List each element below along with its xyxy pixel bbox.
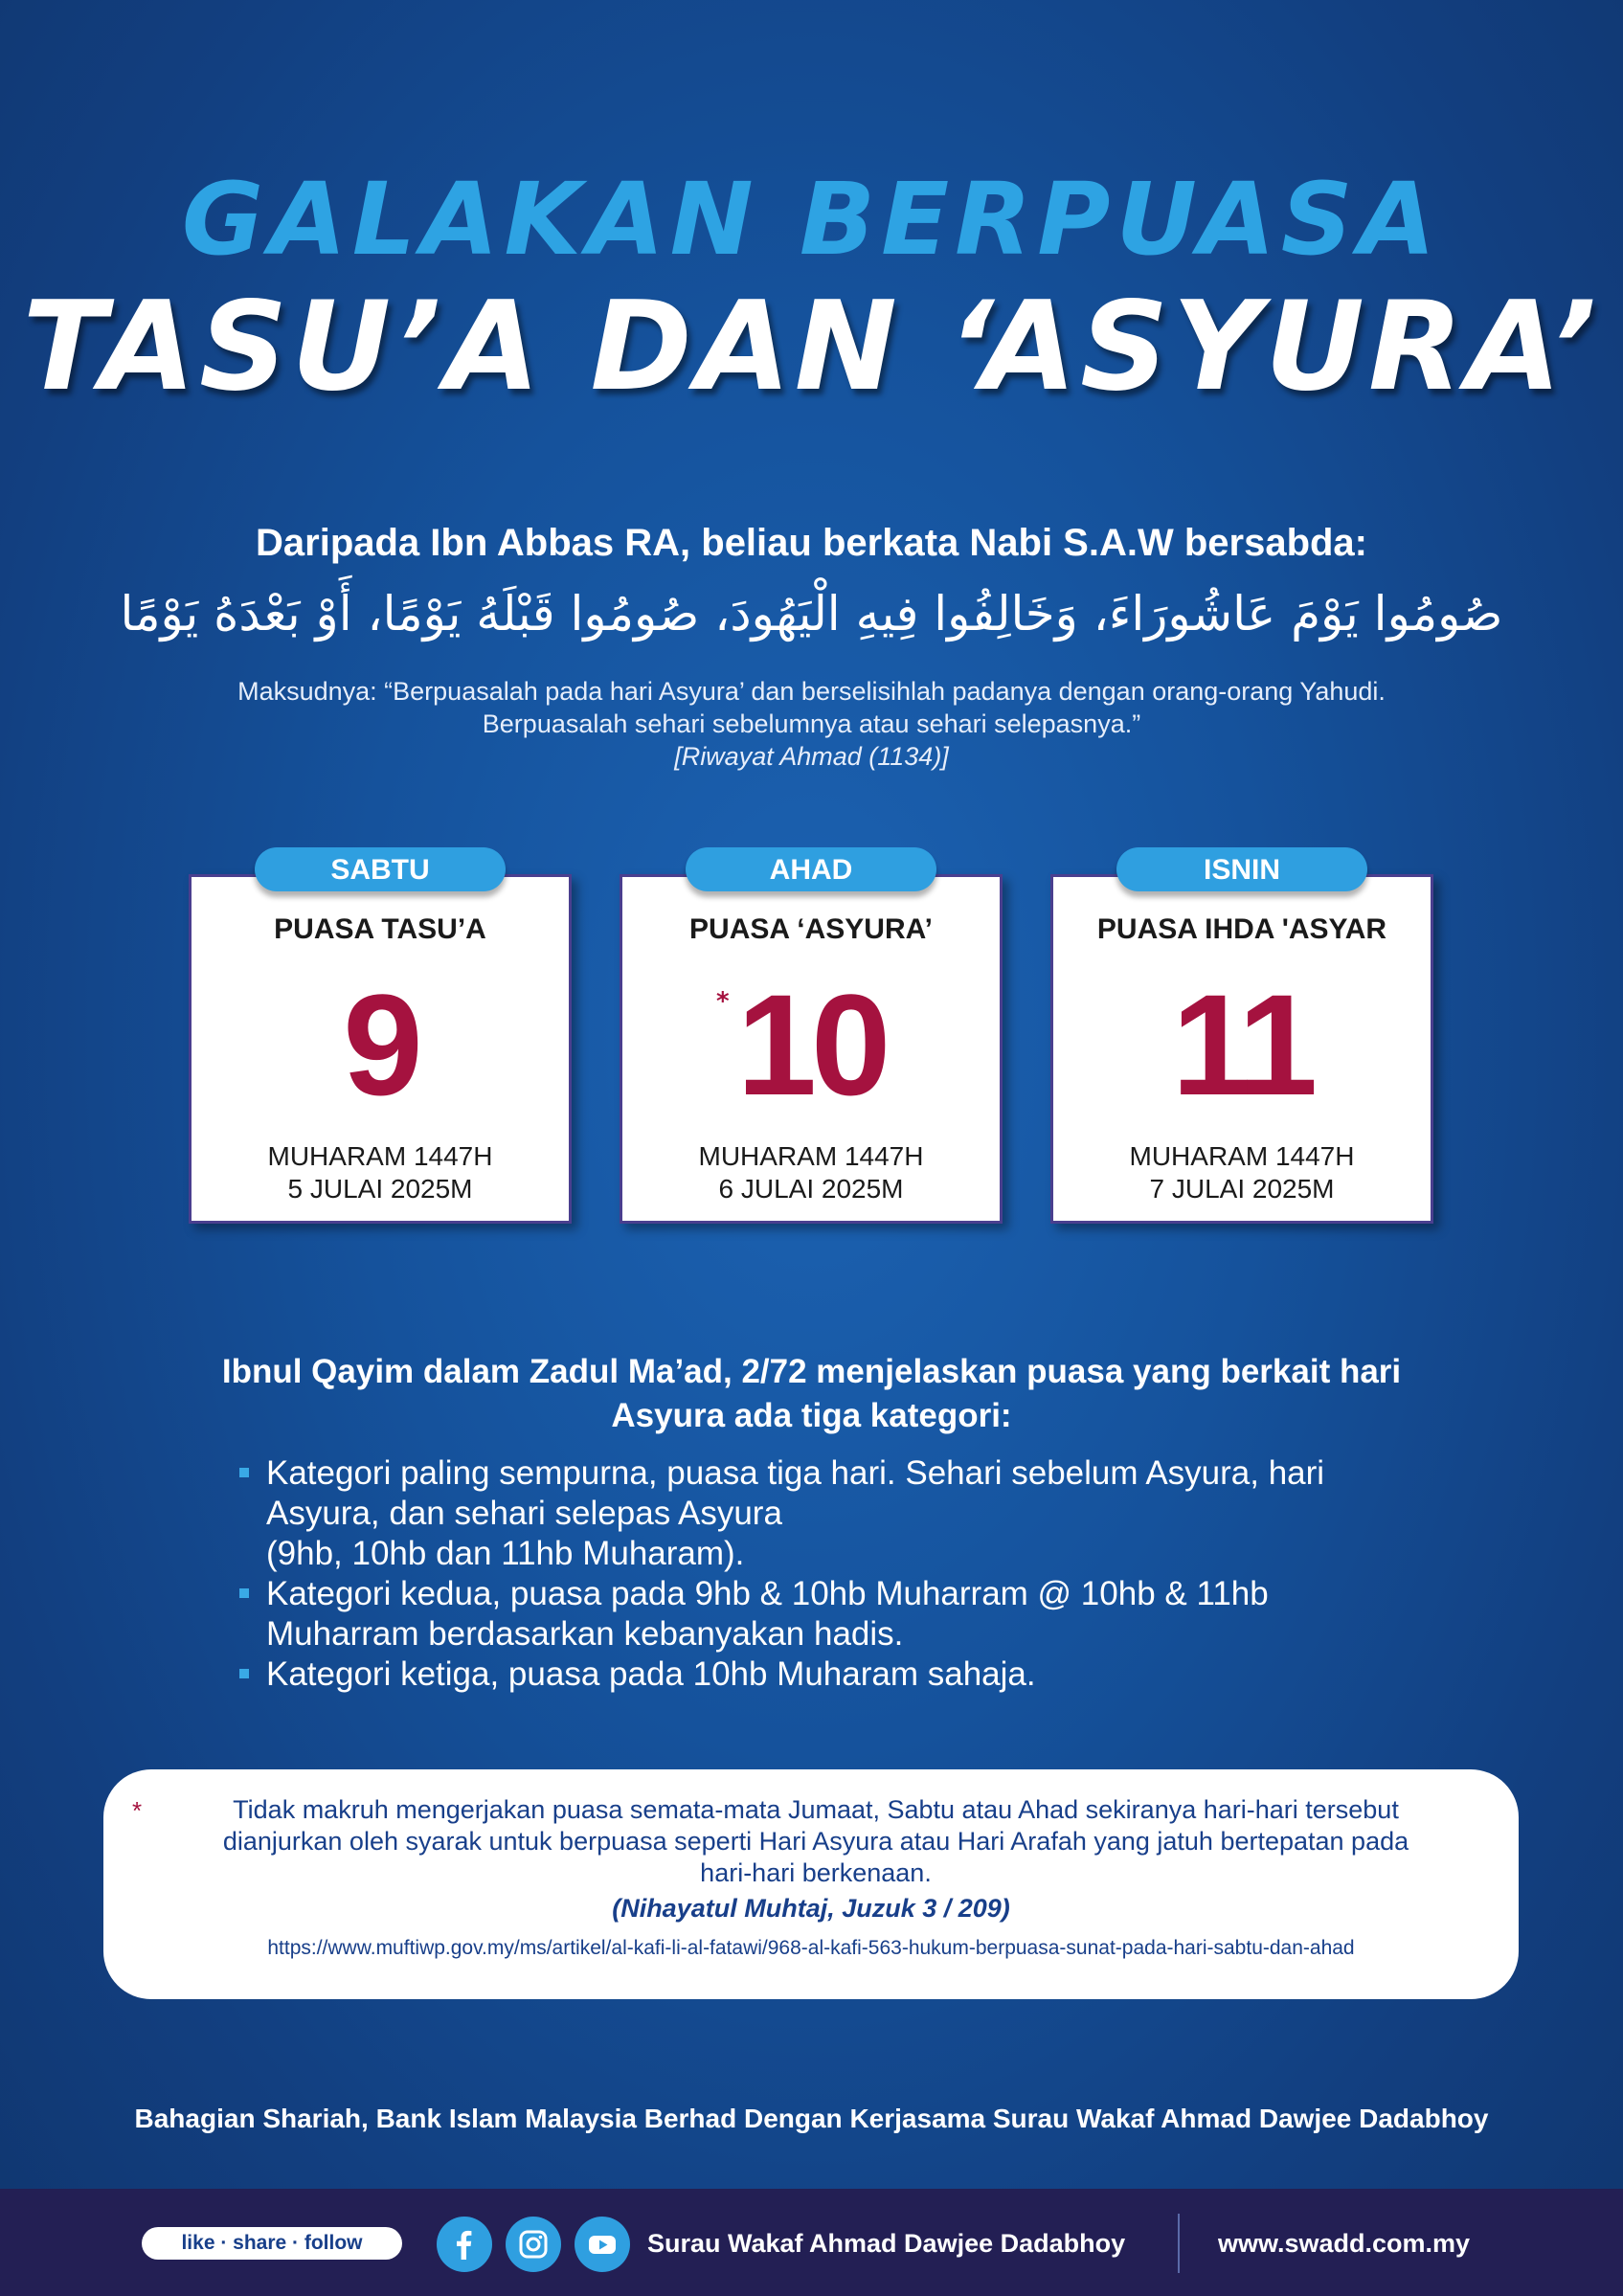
footer	[0, 2189, 1623, 2296]
bullet-icon	[239, 1588, 249, 1598]
asterisk-mark: *	[132, 1796, 143, 1825]
list-item-line: Kategori paling sempurna, puasa tiga hari. Sehari sebelum Asyura, hari	[266, 1454, 1325, 1492]
card-month: MUHARAM 1447H	[698, 1141, 924, 1171]
card-gregorian-date: 7 JULAI 2025M	[1149, 1174, 1335, 1204]
meaning-line-1: Maksudnya: “Berpuasalah pada hari Asyura’ dan berselisihlah padanya dengan orang-orang Yahudi.	[237, 677, 1386, 706]
card-number: 9	[343, 964, 417, 1125]
card-date	[622, 1140, 1000, 1205]
card-number: 11	[1171, 964, 1313, 1125]
card-title: PUASA TASU’A	[274, 913, 486, 945]
asterisk-mark: *	[716, 987, 730, 1016]
hadith-intro: Daripada Ibn Abbas RA, beliau berkata Nabi S.A.W bersabda:	[256, 522, 1367, 564]
facebook-icon[interactable]	[437, 2217, 492, 2272]
card-month: MUHARAM 1447H	[267, 1141, 493, 1171]
note-line-1: Tidak makruh mengerjakan puasa semata-mata Jumaat, Sabtu atau Ahad sekiranya hari-hari tersebut	[233, 1795, 1399, 1824]
date-card-ihda-asyar	[1050, 874, 1433, 1224]
page-title: TASU’A DAN ‘ASYURA’	[22, 276, 1601, 418]
bullet-icon	[239, 1669, 249, 1678]
categories-list	[237, 1453, 1415, 1695]
list-item	[237, 1574, 1415, 1654]
note-line-3: hari-hari berkenaan.	[700, 1858, 932, 1887]
meaning-line-2: Berpuasalah sehari sebelumnya atau sehari selepasnya.”	[482, 709, 1141, 738]
card-gregorian-date: 5 JULAI 2025M	[287, 1174, 473, 1204]
list-item-line: Kategori ketiga, puasa pada 10hb Muharam sahaja.	[266, 1655, 1036, 1693]
date-card-tasua	[189, 874, 572, 1224]
youtube-icon[interactable]	[575, 2217, 630, 2272]
categories-intro	[0, 1350, 1623, 1438]
footer-organization-name: Surau Wakaf Ahmad Dawjee Dadabhoy	[647, 2229, 1126, 2258]
card-day-badge-isnin: ISNIN	[1116, 847, 1367, 891]
list-item-line: (9hb, 10hb dan 11hb Muharam).	[266, 1535, 745, 1572]
hadith-source: [Riwayat Ahmad (1134)]	[674, 742, 949, 771]
date-card-asyura	[620, 874, 1003, 1224]
note-line-2: dianjurkan oleh syarak untuk berpuasa seperti Hari Asyura atau Hari Arafah yang jatuh bertepatan pada	[222, 1827, 1409, 1856]
note-url-link[interactable]: https://www.muftiwp.gov.my/ms/artikel/al-kafi-li-al-fatawi/968-al-kafi-563-hukum-berpuasa-sunat-pada-hari-sabtu-dan-ahad	[267, 1937, 1355, 1959]
categories-intro-line-2: Asyura ada tiga kategori:	[611, 1397, 1012, 1434]
list-item	[237, 1453, 1415, 1574]
bullet-icon	[239, 1468, 249, 1477]
card-gregorian-date: 6 JULAI 2025M	[718, 1174, 904, 1204]
list-item-line: Asyura, dan sehari selepas Asyura	[266, 1495, 782, 1532]
title-top: GALAKAN BERPUASA	[181, 161, 1442, 278]
footer-divider	[1178, 2214, 1180, 2273]
list-item-line: Muharram berdasarkan kebanyakan hadis.	[266, 1615, 904, 1653]
categories-intro-line-1: Ibnul Qayim dalam Zadul Ma’ad, 2/72 menjelaskan puasa yang berkait hari	[221, 1353, 1402, 1390]
card-day-badge-ahad: AHAD	[686, 847, 936, 891]
list-item-line: Kategori kedua, puasa pada 9hb & 10hb Muharram @ 10hb & 11hb	[266, 1575, 1269, 1612]
list-item	[237, 1654, 1415, 1695]
credit-line: Bahagian Shariah, Bank Islam Malaysia Berhad Dengan Kerjasama Surau Wakaf Ahmad Dawjee Dadabhoy	[134, 2104, 1489, 2133]
like-share-follow-pill: like · share · follow	[142, 2227, 402, 2260]
card-date	[192, 1140, 569, 1205]
note-text	[161, 1794, 1471, 1889]
note-source: (Nihayatul Muhtaj, Juzuk 3 / 209)	[612, 1894, 1010, 1923]
instagram-icon[interactable]	[506, 2217, 561, 2272]
card-title: PUASA ‘ASYURA’	[689, 913, 933, 945]
card-number: 10	[736, 964, 886, 1125]
hadith-arabic: صُومُوا يَوْمَ عَاشُورَاءَ، وَخَالِفُوا فِيهِ الْيَهُودَ، صُومُوا قَبْلَهُ يَوْمًا، أَوْ بَعْدَهُ يَوْمًا	[120, 586, 1503, 642]
card-day-badge-sabtu: SABTU	[255, 847, 506, 891]
card-month: MUHARAM 1447H	[1129, 1141, 1355, 1171]
card-date	[1053, 1140, 1431, 1205]
note-box	[103, 1769, 1519, 1999]
website-link[interactable]: www.swadd.com.my	[1218, 2229, 1471, 2258]
hadith-meaning	[0, 675, 1623, 773]
card-title: PUASA IHDA 'ASYAR	[1096, 913, 1387, 945]
